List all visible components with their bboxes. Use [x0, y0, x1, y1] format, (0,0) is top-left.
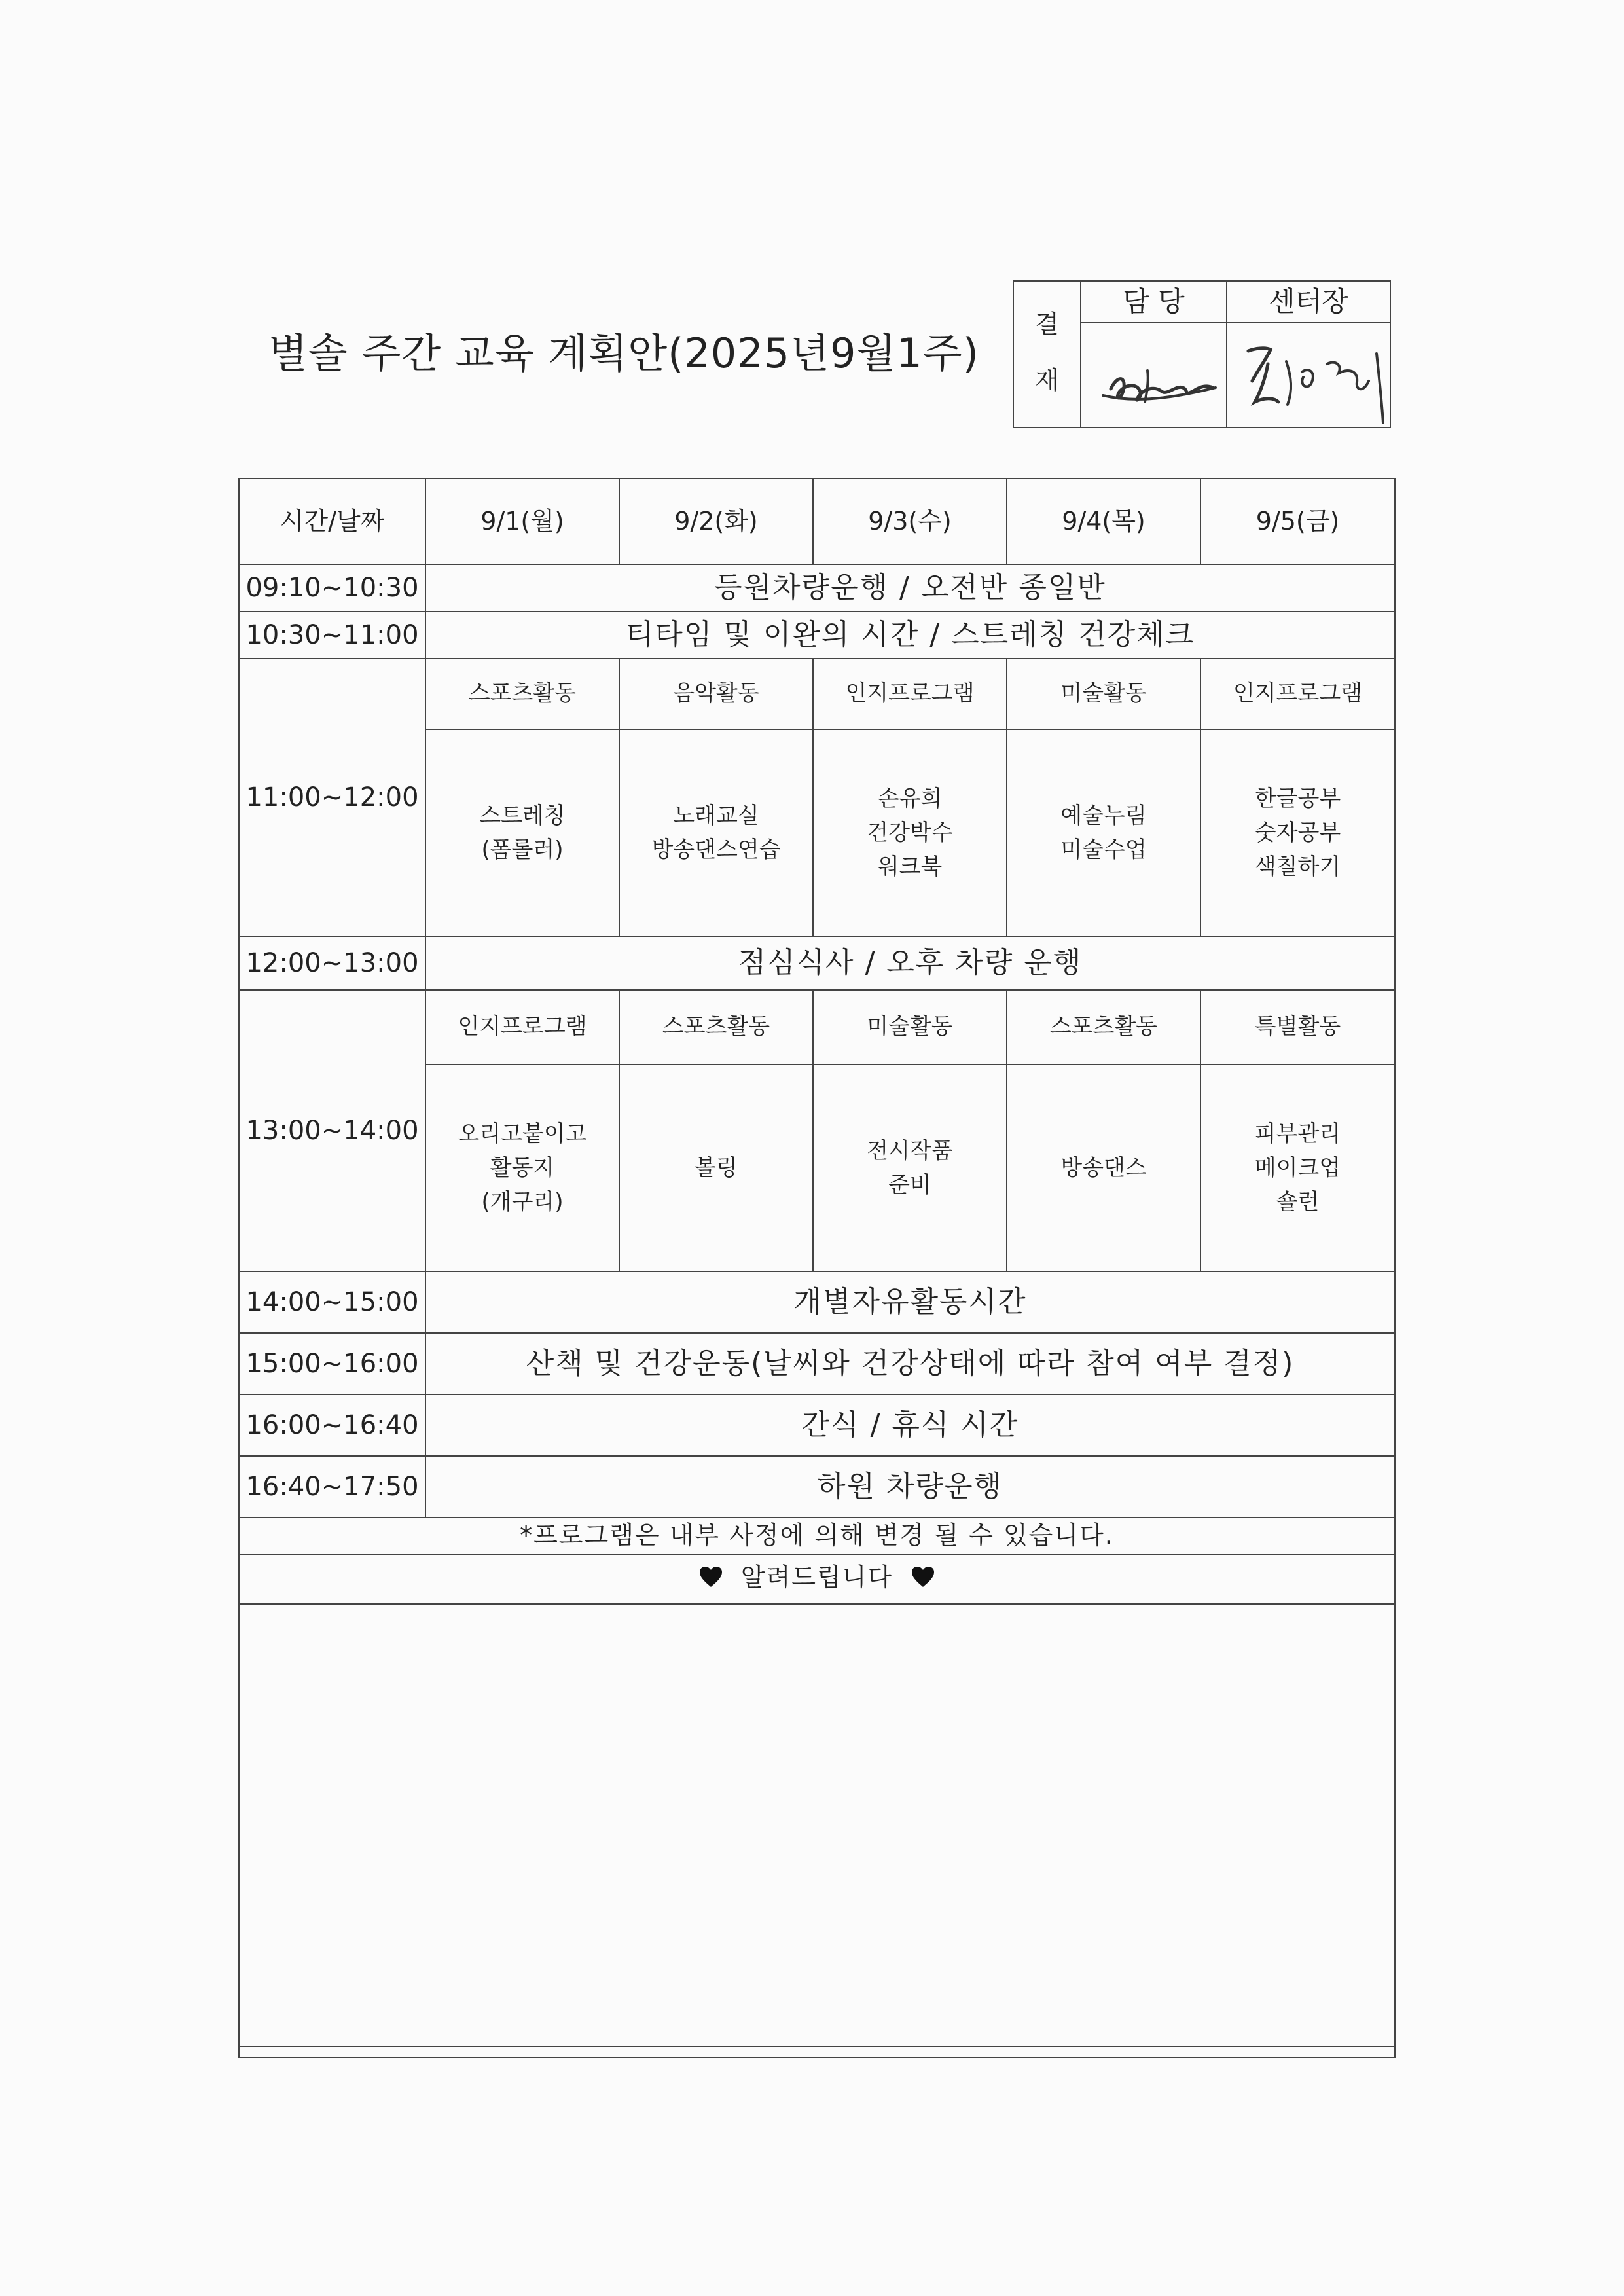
- header-day-fri: 9/5(금): [1200, 479, 1394, 564]
- header-day-mon: 9/1(월): [425, 479, 619, 564]
- activity-line: 손유희: [877, 786, 943, 812]
- category-cell: 인지프로그램: [425, 990, 619, 1065]
- header-time-date: 시간/날짜: [240, 479, 425, 564]
- activity-line: 색칠하기: [1254, 854, 1341, 880]
- activity-line: (폼롤러): [481, 837, 564, 863]
- activity-line: 스트레칭: [479, 803, 566, 829]
- signature-manager: [1085, 325, 1225, 427]
- role-manager: 담 당: [1081, 282, 1226, 323]
- signature-director: [1229, 325, 1390, 427]
- activity-cell: [1007, 729, 1200, 936]
- category-cell: 인지프로그램: [1200, 659, 1394, 729]
- activity-line: 전시작품: [867, 1138, 953, 1164]
- activity-line: 미술수업: [1060, 837, 1147, 863]
- header-day-tue: 9/2(화): [619, 479, 813, 564]
- category-cell: 미술활동: [1007, 659, 1200, 729]
- activity-span: 개별자유활동시간: [425, 1271, 1394, 1333]
- activity-span: 산책 및 건강운동(날씨와 건강상태에 따라 참여 여부 결정): [425, 1333, 1394, 1394]
- activity-cell: [1200, 1065, 1394, 1271]
- activity-span: 하원 차량운행: [425, 1456, 1394, 1518]
- announcement-header: [240, 1554, 1394, 1604]
- activity-line: 오리고붙이고: [458, 1121, 587, 1147]
- activity-line: 예술누림: [1060, 803, 1147, 829]
- announce-row: [240, 1554, 1394, 1604]
- table-row: [240, 1394, 1394, 1456]
- activity-line: (개구리): [481, 1189, 564, 1215]
- activity-line: 볼링: [695, 1155, 738, 1181]
- activity-line: 한글공부: [1254, 786, 1341, 812]
- time-cell: 10:30~11:00: [240, 611, 425, 659]
- activity-span: 등원차량운행 / 오전반 종일반: [425, 564, 1394, 611]
- table-row: [240, 990, 1394, 1065]
- announcement-content: [240, 1604, 1394, 2047]
- category-cell: 특별활동: [1200, 990, 1394, 1065]
- activity-line: 활동지: [490, 1155, 555, 1181]
- announcement-label: 알려드립니다: [740, 1563, 893, 1592]
- heart-icon: [699, 1563, 723, 1597]
- activity-cell: [425, 729, 619, 936]
- table-row: [240, 611, 1394, 659]
- table-row: [240, 564, 1394, 611]
- note-row: [240, 1518, 1394, 1554]
- time-cell: 12:00~13:00: [240, 936, 425, 990]
- time-cell: 09:10~10:30: [240, 564, 425, 611]
- activity-cell: [813, 729, 1007, 936]
- category-cell: 스포츠활동: [1007, 990, 1200, 1065]
- activity-line: 워크북: [877, 854, 943, 880]
- table-row: [240, 1333, 1394, 1394]
- schedule-table: [238, 478, 1396, 2058]
- activity-cell: [425, 1065, 619, 1271]
- change-notice: *프로그램은 내부 사정에 의해 변경 될 수 있습니다.: [240, 1518, 1394, 1554]
- time-cell: 14:00~15:00: [240, 1271, 425, 1333]
- table-row: [240, 659, 1394, 729]
- activity-span: 티타임 및 이완의 시간 / 스트레칭 건강체크: [425, 611, 1394, 659]
- activity-cell: [619, 1065, 813, 1271]
- activity-line: 피부관리: [1254, 1121, 1341, 1147]
- time-cell: 11:00~12:00: [240, 659, 425, 936]
- activity-line: 숄런: [1276, 1189, 1320, 1215]
- activity-line: 방송댄스연습: [651, 837, 781, 863]
- header-day-wed: 9/3(수): [813, 479, 1007, 564]
- activity-cell: [619, 729, 813, 936]
- activity-line: 방송댄스: [1060, 1155, 1147, 1181]
- activity-span: 점심식사 / 오후 차량 운행: [425, 936, 1394, 990]
- time-cell: 16:40~17:50: [240, 1456, 425, 1518]
- category-cell: 음악활동: [619, 659, 813, 729]
- role-director: 센터장: [1227, 282, 1390, 323]
- activity-cell: [813, 1065, 1007, 1271]
- approval-label-top: 결: [1035, 310, 1059, 338]
- time-cell: 15:00~16:00: [240, 1333, 425, 1394]
- table-row: [240, 1456, 1394, 1518]
- table-row: [240, 936, 1394, 990]
- category-cell: 미술활동: [813, 990, 1007, 1065]
- announcement-body: [240, 1604, 1394, 2047]
- activity-line: 건강박수: [867, 820, 953, 846]
- activity-line: 노래교실: [673, 803, 759, 829]
- table-row: [240, 1271, 1394, 1333]
- approval-label-bottom: 재: [1035, 366, 1059, 395]
- approval-label: [1014, 282, 1081, 427]
- heart-icon: [911, 1563, 935, 1597]
- time-cell: 13:00~14:00: [240, 990, 425, 1271]
- header-row: [240, 479, 1394, 564]
- activity-line: 준비: [888, 1172, 931, 1198]
- header-day-thu: 9/4(목): [1007, 479, 1200, 564]
- activity-span: 간식 / 휴식 시간: [425, 1394, 1394, 1456]
- page-title: 별솔 주간 교육 계획안(2025년9월1주): [268, 329, 979, 377]
- activity-line: 메이크업: [1254, 1155, 1341, 1181]
- category-cell: 스포츠활동: [425, 659, 619, 729]
- activity-line: 숫자공부: [1254, 820, 1341, 846]
- approval-box: [1013, 280, 1391, 428]
- activity-cell: [1007, 1065, 1200, 1271]
- activity-cell: [1200, 729, 1394, 936]
- category-cell: 스포츠활동: [619, 990, 813, 1065]
- time-cell: 16:00~16:40: [240, 1394, 425, 1456]
- category-cell: 인지프로그램: [813, 659, 1007, 729]
